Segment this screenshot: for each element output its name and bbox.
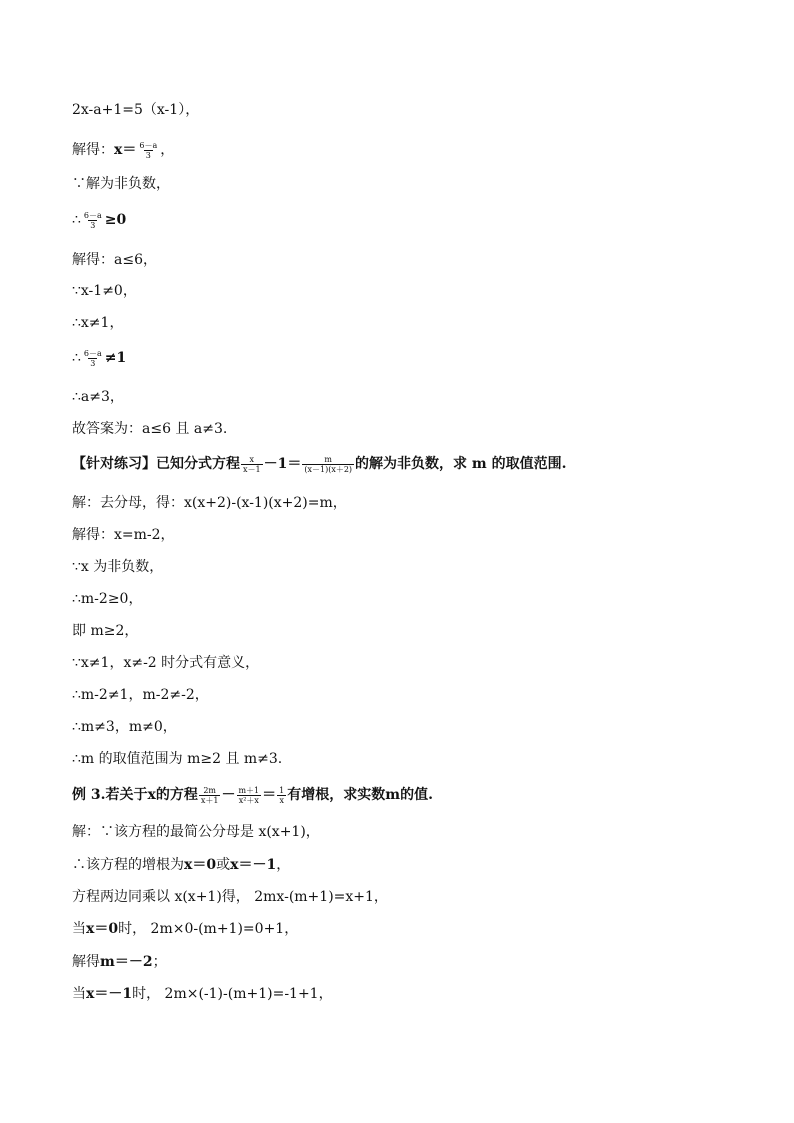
line-text: 故答案为：a≤6 且 a≠3.: [72, 421, 228, 437]
fraction: [302, 455, 354, 474]
text-line: [72, 248, 754, 272]
line-text: ∴: [72, 212, 81, 228]
text-line: [72, 523, 754, 547]
fraction: [241, 455, 263, 474]
text-line: [72, 917, 754, 941]
line-text: ∵解为非负数，: [72, 176, 170, 192]
math-var: x: [147, 787, 156, 803]
text-line: [72, 651, 754, 675]
text-line: [72, 346, 754, 370]
text-line: [72, 715, 754, 739]
text-line: [72, 587, 754, 611]
math-expression: x＝0: [184, 857, 217, 873]
text-line: [72, 982, 754, 1006]
math-var: x＝: [114, 142, 137, 158]
line-text: 时， 2m×(-1)-(m+1)=-1+1，: [132, 986, 333, 1002]
line-text: ∵x 为非负数，: [72, 559, 164, 575]
math-relation: ≥0: [104, 212, 127, 228]
line-text: ∵x≠1，x≠-2 时分式有意义，: [72, 655, 260, 671]
text-line: [72, 747, 754, 771]
example-label: 例 3.: [72, 787, 106, 803]
fraction-numerator: 6－a: [83, 210, 102, 220]
line-text: 2x-a+1=5（x-1），: [72, 102, 200, 118]
fraction-numerator: 6－a: [139, 140, 158, 150]
exercise-statement: [72, 452, 754, 476]
fraction-denominator: x－1: [243, 464, 261, 474]
fraction: [82, 349, 104, 368]
line-text: ∴m≠3，m≠0，: [72, 719, 177, 735]
text-line: [72, 279, 754, 303]
text-line: [72, 885, 754, 909]
text-line: [72, 311, 754, 335]
math-relation: ＝: [262, 787, 277, 803]
line-text: 解得：x=m-2，: [72, 527, 175, 543]
math-expression: m＝－2: [100, 954, 153, 970]
line-text: 的解为非负数，求 m 的取值范围.: [355, 456, 567, 472]
line-text: 若关于: [105, 787, 148, 803]
math-var: m: [385, 787, 401, 803]
math-expression: x＝0: [86, 921, 119, 937]
line-text: 已知分式方程: [156, 456, 240, 472]
math-expression: x＝－1: [230, 857, 277, 873]
line-text: 方程两边同乘以 x(x+1)得， 2mx-(m+1)=x+1，: [72, 889, 388, 905]
line-text: 即 m≥2，: [72, 623, 139, 639]
fraction-numerator: m＋1: [238, 785, 260, 795]
fraction-numerator: m: [324, 454, 332, 464]
fraction: [137, 141, 159, 160]
text-line: [72, 138, 754, 162]
math-relation: －1＝: [263, 456, 302, 472]
text-line: [72, 683, 754, 707]
line-text: ∴m-2≥0，: [72, 591, 143, 607]
fraction: [199, 786, 221, 805]
text-line: [72, 555, 754, 579]
fraction-numerator: 6－a: [83, 348, 102, 358]
math-expression: x＝－1: [86, 986, 133, 1002]
text-line: [72, 172, 754, 196]
exercise-label: 【针对练习】: [72, 456, 156, 472]
fraction-denominator: 3: [145, 150, 151, 160]
line-text: ∴x≠1，: [72, 315, 124, 331]
line-text: 的方程: [155, 787, 198, 803]
line-text: 时， 2m×0-(m+1)=0+1，: [118, 921, 299, 937]
fraction: [82, 211, 104, 230]
text-line: [72, 820, 754, 844]
text-line: [72, 950, 754, 974]
fraction-denominator: (x－1)(x＋2): [304, 464, 353, 474]
fraction-denominator: 3: [90, 220, 96, 230]
fraction-numerator: x: [249, 454, 255, 464]
text-line: [72, 385, 754, 409]
fraction-numerator: 2m: [203, 785, 216, 795]
example-statement: [72, 783, 754, 807]
line-text: ∴该方程的增根为: [72, 857, 184, 873]
fraction-numerator: 1: [279, 785, 285, 795]
text-line: [72, 491, 754, 515]
fraction-denominator: x＋1: [200, 795, 219, 805]
fraction-denominator: x²＋x: [238, 795, 259, 805]
text-line: [72, 417, 754, 441]
line-text: 解得：a≤6，: [72, 252, 157, 268]
line-text: 有增根，求实数: [287, 787, 386, 803]
line-text: ，: [160, 142, 175, 158]
fraction: [277, 786, 286, 805]
math-relation: －: [221, 787, 236, 803]
line-text: ∵x-1≠0，: [72, 283, 137, 299]
line-text: ∴: [72, 350, 81, 366]
line-text: 解得: [72, 954, 100, 970]
text-line: [72, 619, 754, 643]
line-text: ∴m-2≠1，m-2≠-2，: [72, 687, 209, 703]
line-text: ，: [276, 857, 291, 873]
fraction: [236, 786, 261, 805]
line-text: 的值.: [400, 787, 433, 803]
line-text: 当: [72, 986, 86, 1002]
fraction-denominator: x: [279, 795, 284, 805]
line-text: 或: [216, 857, 231, 873]
line-text: ∴a≠3，: [72, 389, 124, 405]
line-text: ∴m 的取值范围为 m≥2 且 m≠3.: [72, 751, 283, 767]
line-text: 当: [72, 921, 86, 937]
text-line: [72, 98, 754, 122]
line-text: 解得：: [72, 142, 114, 158]
text-line: [72, 208, 754, 232]
line-text: ；: [152, 954, 167, 970]
line-text: 解：∵该方程的最简公分母是 x(x+1)，: [72, 824, 320, 840]
line-text: 解：去分母，得：x(x+2)-(x-1)(x+2)=m，: [72, 495, 347, 511]
math-relation: ≠1: [104, 350, 127, 366]
fraction-denominator: 3: [90, 358, 96, 368]
text-line: [72, 853, 754, 877]
